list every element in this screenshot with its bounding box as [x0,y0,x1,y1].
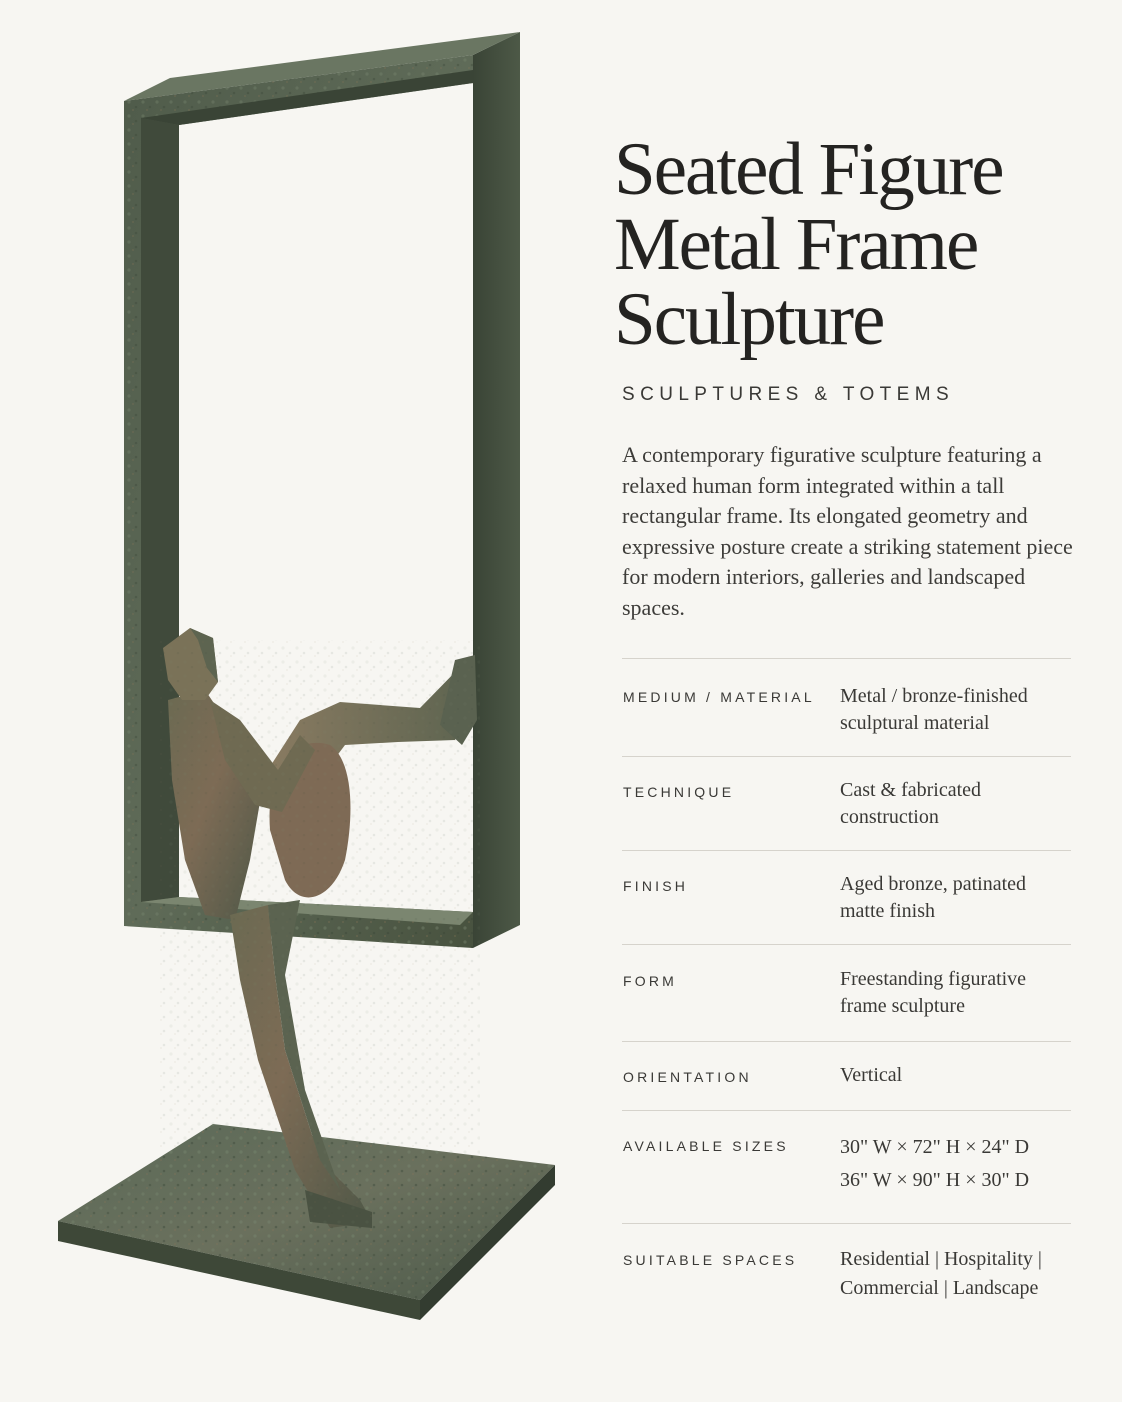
spec-value [840,871,1075,925]
spec-label: SUITABLE SPACES [623,1252,798,1268]
spec-row-finish [622,851,1071,945]
spec-label: TECHNIQUE [623,784,735,800]
product-title [614,128,1003,361]
product-description: A contemporary figurative sculpture featuring a relaxed human form integrated within a tall rectangular frame. Its elongated geometry and expressive posture create a striking statement piece for modern interiors, galleries and landscaped spaces. [622,442,1073,620]
spec-value [840,1131,1075,1197]
product-category: SCULPTURES & TOTEMS [622,384,955,405]
spec-table [622,658,1071,1318]
spec-value [840,966,1075,1020]
spec-label: FINISH [623,878,689,894]
spec-row-medium [622,659,1071,757]
spec-row-orientation [622,1042,1071,1111]
title-line: Seated Figure [614,128,1003,211]
spec-label: MEDIUM / MATERIAL [623,689,815,705]
spec-value-line: construction [840,806,939,828]
spec-row-spaces [622,1224,1071,1318]
spec-value-line: 36" W × 90" H × 30" D [840,1169,1030,1191]
spec-row-technique [622,757,1071,851]
spec-value [840,1245,1075,1303]
spec-value-line: matte finish [840,900,935,922]
spec-label: ORIENTATION [623,1069,752,1085]
spec-value-line: Cast & fabricated [840,779,982,801]
spec-value [840,777,1075,831]
spec-value-line: Freestanding figurative [840,968,1027,990]
title-line: Metal Frame [614,203,978,286]
spec-value [840,683,1075,737]
spec-row-sizes [622,1111,1071,1224]
title-line: Sculpture [614,278,884,361]
spec-label: FORM [623,973,678,989]
spec-value-line: Metal / bronze-finished [840,685,1028,707]
spec-value [840,1062,1075,1089]
spec-value-line: Commercial | Landscape [840,1277,1039,1299]
spec-value-line: Residential | Hospitality | [840,1248,1042,1270]
spec-value-line: 30" W × 72" H × 24" D [840,1136,1030,1158]
spec-value-line: Vertical [840,1064,903,1086]
spec-label: AVAILABLE SIZES [623,1138,789,1154]
spec-value-line: Aged bronze, patinated [840,873,1027,895]
spec-value-line: frame sculpture [840,995,965,1017]
figure [160,628,480,1240]
spec-value-line: sculptural material [840,712,990,734]
spec-row-form [622,945,1071,1042]
